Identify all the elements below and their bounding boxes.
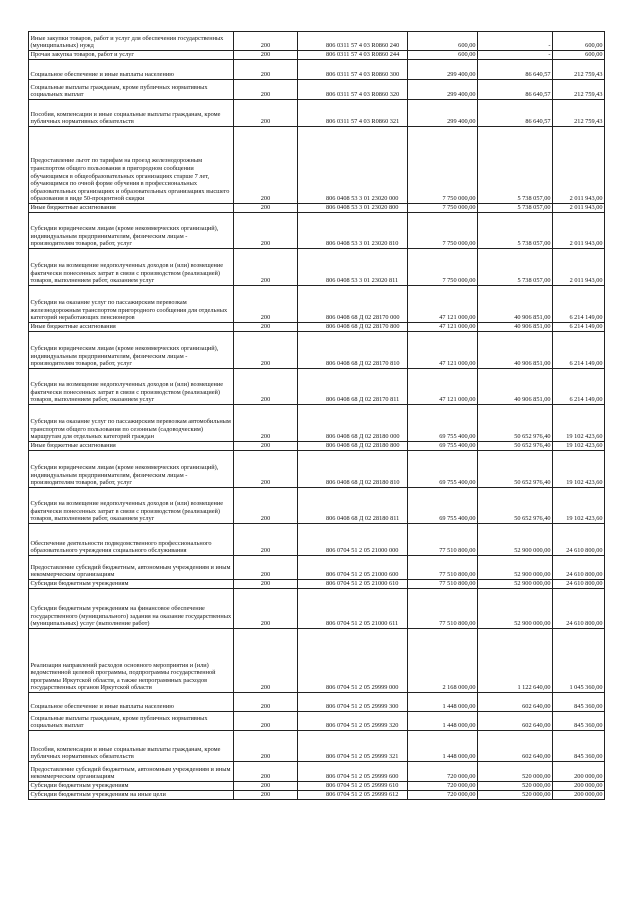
row-name-cell: Субсидии юридическим лицам (кроме некоммерческих организаций), индивидуальным предпринимателям, физическим лицам - производителям товаров, работ, услуг [29, 332, 234, 369]
row-fact-cell: 40 906 851,00 [478, 332, 553, 369]
row-name-cell: Социальное обеспечение и иные выплаты населению [29, 60, 234, 80]
table-row [29, 556, 605, 580]
row-code-cell: 200 [234, 762, 298, 782]
row-rest-cell: 600,00 [553, 51, 605, 60]
row-rest-cell: 600,00 [553, 32, 605, 51]
row-plan-cell: 720 000,00 [408, 782, 478, 791]
row-kbk-cell: 806 0408 68 Д 02 28180 800 [298, 442, 408, 451]
row-fact-cell: 520 000,00 [478, 762, 553, 782]
row-plan-cell: 2 168 000,00 [408, 629, 478, 693]
row-name-cell: Обеспечение деятельности подведомственного профессионального образовательного учреждения социального обслуживания [29, 524, 234, 556]
row-plan-cell: 1 448 000,00 [408, 712, 478, 731]
row-kbk-cell: 806 0704 51 2 05 29999 000 [298, 629, 408, 693]
table-row [29, 524, 605, 556]
row-name-cell: Субсидии юридическим лицам (кроме некоммерческих организаций), индивидуальным предпринимателям, физическим лицам - производителям товаров, работ, услуг [29, 451, 234, 488]
row-code-cell: 200 [234, 451, 298, 488]
row-code-cell: 200 [234, 127, 298, 204]
table-row [29, 51, 605, 60]
table-row [29, 127, 605, 204]
row-code-cell: 200 [234, 100, 298, 127]
row-fact-cell: 50 652 976,40 [478, 405, 553, 442]
row-kbk-cell: 806 0704 51 2 05 29999 612 [298, 791, 408, 800]
row-name-cell: Иные закупки товаров, работ и услуг для обеспечения государственных (муниципальных) нужд [29, 32, 234, 51]
row-rest-cell: 19 102 423,60 [553, 442, 605, 451]
row-fact-cell: 5 738 057,00 [478, 249, 553, 286]
row-code-cell: 200 [234, 782, 298, 791]
row-kbk-cell: 806 0311 57 4 03 R0860 320 [298, 80, 408, 100]
row-fact-cell: 50 652 976,40 [478, 488, 553, 524]
row-kbk-cell: 806 0408 53 3 01 23020 810 [298, 213, 408, 249]
row-plan-cell: 299 400,00 [408, 100, 478, 127]
row-kbk-cell: 806 0408 68 Д 02 28180 000 [298, 405, 408, 442]
row-plan-cell: 69 755 400,00 [408, 442, 478, 451]
row-kbk-cell: 806 0704 51 2 05 29999 600 [298, 762, 408, 782]
table-row [29, 782, 605, 791]
row-name-cell: Субсидии на возмещение недополученных доходов и (или) возмещение фактически понесенных затрат в связи с производством (реализацией) товаров, выполнением работ, оказанием услуг [29, 249, 234, 286]
row-fact-cell: 52 900 000,00 [478, 524, 553, 556]
row-plan-cell: 77 510 800,00 [408, 524, 478, 556]
row-name-cell: Субсидии бюджетным учреждениям [29, 580, 234, 589]
table-row [29, 286, 605, 323]
row-fact-cell: - [478, 51, 553, 60]
row-name-cell: Пособия, компенсации и иные социальные выплаты гражданам, кроме публичных нормативных обязательств [29, 100, 234, 127]
row-fact-cell: 52 900 000,00 [478, 556, 553, 580]
row-code-cell: 200 [234, 405, 298, 442]
row-rest-cell: 6 214 149,00 [553, 286, 605, 323]
row-fact-cell: 86 640,57 [478, 60, 553, 80]
row-code-cell: 200 [234, 60, 298, 80]
row-code-cell: 200 [234, 80, 298, 100]
row-code-cell: 200 [234, 323, 298, 332]
row-plan-cell: 720 000,00 [408, 762, 478, 782]
row-fact-cell: 5 738 057,00 [478, 127, 553, 204]
row-plan-cell: 47 121 000,00 [408, 369, 478, 405]
row-plan-cell: 600,00 [408, 32, 478, 51]
table-row [29, 323, 605, 332]
row-code-cell: 200 [234, 580, 298, 589]
table-row [29, 791, 605, 800]
row-fact-cell: 50 652 976,40 [478, 442, 553, 451]
row-plan-cell: 77 510 800,00 [408, 556, 478, 580]
row-plan-cell: 1 448 000,00 [408, 693, 478, 712]
row-rest-cell: 24 610 800,00 [553, 524, 605, 556]
row-rest-cell: 24 610 800,00 [553, 589, 605, 629]
row-rest-cell: 845 360,00 [553, 712, 605, 731]
row-rest-cell: 2 011 943,00 [553, 249, 605, 286]
row-fact-cell: 40 906 851,00 [478, 286, 553, 323]
row-code-cell: 200 [234, 204, 298, 213]
row-name-cell: Предоставление субсидий бюджетным, автономным учреждениям и иным некоммерческим организациям [29, 762, 234, 782]
row-plan-cell: 720 000,00 [408, 791, 478, 800]
row-code-cell: 200 [234, 589, 298, 629]
row-name-cell: Субсидии бюджетным учреждениям [29, 782, 234, 791]
row-plan-cell: 69 755 400,00 [408, 488, 478, 524]
row-code-cell: 200 [234, 213, 298, 249]
row-code-cell: 200 [234, 369, 298, 405]
row-rest-cell: 19 102 423,60 [553, 488, 605, 524]
row-fact-cell: 86 640,57 [478, 80, 553, 100]
row-name-cell: Иные бюджетные ассигнования [29, 442, 234, 451]
row-name-cell: Пособия, компенсации и иные социальные выплаты гражданам, кроме публичных нормативных обязательств [29, 731, 234, 762]
row-rest-cell: 6 214 149,00 [553, 323, 605, 332]
row-plan-cell: 47 121 000,00 [408, 323, 478, 332]
row-fact-cell: 52 900 000,00 [478, 580, 553, 589]
row-plan-cell: 1 448 000,00 [408, 731, 478, 762]
row-plan-cell: 600,00 [408, 51, 478, 60]
row-code-cell: 200 [234, 791, 298, 800]
row-plan-cell: 69 755 400,00 [408, 451, 478, 488]
row-code-cell: 200 [234, 286, 298, 323]
row-code-cell: 200 [234, 731, 298, 762]
table-row [29, 80, 605, 100]
row-rest-cell: 212 759,43 [553, 100, 605, 127]
row-name-cell: Предоставление субсидий бюджетным, автономным учреждениям и иным некоммерческим организациям [29, 556, 234, 580]
row-plan-cell: 47 121 000,00 [408, 286, 478, 323]
row-kbk-cell: 806 0408 68 Д 02 28180 810 [298, 451, 408, 488]
row-kbk-cell: 806 0704 51 2 05 21000 610 [298, 580, 408, 589]
table-row [29, 405, 605, 442]
row-kbk-cell: 806 0408 68 Д 02 28170 000 [298, 286, 408, 323]
row-kbk-cell: 806 0408 53 3 01 23020 800 [298, 204, 408, 213]
row-rest-cell: 19 102 423,60 [553, 405, 605, 442]
row-rest-cell: 2 011 943,00 [553, 204, 605, 213]
row-kbk-cell: 806 0311 57 4 03 R0860 240 [298, 32, 408, 51]
row-fact-cell: 50 652 976,40 [478, 451, 553, 488]
budget-table-body [29, 32, 605, 800]
row-name-cell: Субсидии на возмещение недополученных доходов и (или) возмещение фактически понесенных затрат в связи с производством (реализацией) товаров, выполнением работ, оказанием услуг [29, 369, 234, 405]
table-row [29, 204, 605, 213]
row-code-cell: 200 [234, 629, 298, 693]
row-rest-cell: 24 610 800,00 [553, 580, 605, 589]
row-plan-cell: 7 750 000,00 [408, 249, 478, 286]
row-kbk-cell: 806 0704 51 2 05 29999 321 [298, 731, 408, 762]
table-row [29, 629, 605, 693]
table-row [29, 442, 605, 451]
row-fact-cell: 602 640,00 [478, 731, 553, 762]
row-code-cell: 200 [234, 693, 298, 712]
row-name-cell: Субсидии бюджетным учреждениям на иные цели [29, 791, 234, 800]
row-name-cell: Субсидии бюджетным учреждениям на финансовое обеспечение государственного (муниципального) задания на оказание государственных (муниципальных) услуг (выполнение работ) [29, 589, 234, 629]
row-fact-cell: 602 640,00 [478, 693, 553, 712]
row-kbk-cell: 806 0704 51 2 05 21000 600 [298, 556, 408, 580]
row-code-cell: 200 [234, 332, 298, 369]
row-rest-cell: 200 000,00 [553, 791, 605, 800]
row-fact-cell: - [478, 32, 553, 51]
row-kbk-cell: 806 0311 57 4 03 R0860 321 [298, 100, 408, 127]
row-kbk-cell: 806 0704 51 2 05 21000 611 [298, 589, 408, 629]
table-row [29, 369, 605, 405]
row-plan-cell: 299 400,00 [408, 80, 478, 100]
row-plan-cell: 7 750 000,00 [408, 127, 478, 204]
row-rest-cell: 212 759,43 [553, 80, 605, 100]
row-kbk-cell: 806 0408 68 Д 02 28180 811 [298, 488, 408, 524]
row-name-cell: Реализация направлений расходов основного мероприятия и (или) ведомственной целевой программы, подпрограммы государственной программы Иркутской области, а также непрограммных расходов государственных органов Иркутской области [29, 629, 234, 693]
row-fact-cell: 520 000,00 [478, 782, 553, 791]
row-rest-cell: 2 011 943,00 [553, 213, 605, 249]
row-code-cell: 200 [234, 51, 298, 60]
row-rest-cell: 200 000,00 [553, 782, 605, 791]
row-kbk-cell: 806 0408 68 Д 02 28170 800 [298, 323, 408, 332]
row-code-cell: 200 [234, 442, 298, 451]
row-fact-cell: 52 900 000,00 [478, 589, 553, 629]
table-row [29, 32, 605, 51]
row-rest-cell: 19 102 423,60 [553, 451, 605, 488]
row-kbk-cell: 806 0704 51 2 05 29999 300 [298, 693, 408, 712]
table-row [29, 100, 605, 127]
row-plan-cell: 47 121 000,00 [408, 332, 478, 369]
row-name-cell: Субсидии на возмещение недополученных доходов и (или) возмещение фактически понесенных затрат в связи с производством (реализацией) товаров, выполнением работ, оказанием услуг [29, 488, 234, 524]
table-row [29, 693, 605, 712]
budget-execution-page [28, 31, 604, 800]
row-fact-cell: 520 000,00 [478, 791, 553, 800]
row-name-cell: Социальные выплаты гражданам, кроме публичных нормативных социальных выплат [29, 80, 234, 100]
row-fact-cell: 1 122 640,00 [478, 629, 553, 693]
table-row [29, 712, 605, 731]
table-row [29, 731, 605, 762]
row-plan-cell: 77 510 800,00 [408, 589, 478, 629]
row-kbk-cell: 806 0408 68 Д 02 28170 811 [298, 369, 408, 405]
row-kbk-cell: 806 0408 68 Д 02 28170 810 [298, 332, 408, 369]
row-name-cell: Иные бюджетные ассигнования [29, 323, 234, 332]
row-fact-cell: 5 738 057,00 [478, 204, 553, 213]
row-code-cell: 200 [234, 32, 298, 51]
row-plan-cell: 69 755 400,00 [408, 405, 478, 442]
row-kbk-cell: 806 0704 51 2 05 29999 610 [298, 782, 408, 791]
row-fact-cell: 5 738 057,00 [478, 213, 553, 249]
row-plan-cell: 77 510 800,00 [408, 580, 478, 589]
row-name-cell: Прочая закупка товаров, работ и услуг [29, 51, 234, 60]
table-row [29, 580, 605, 589]
budget-table [28, 31, 605, 800]
row-fact-cell: 40 906 851,00 [478, 323, 553, 332]
row-rest-cell: 200 000,00 [553, 762, 605, 782]
table-row [29, 213, 605, 249]
row-plan-cell: 299 400,00 [408, 60, 478, 80]
row-kbk-cell: 806 0408 53 3 01 23020 000 [298, 127, 408, 204]
row-rest-cell: 6 214 149,00 [553, 369, 605, 405]
row-plan-cell: 7 750 000,00 [408, 204, 478, 213]
row-code-cell: 200 [234, 488, 298, 524]
row-fact-cell: 40 906 851,00 [478, 369, 553, 405]
table-row [29, 451, 605, 488]
row-rest-cell: 212 759,43 [553, 60, 605, 80]
row-rest-cell: 2 011 943,00 [553, 127, 605, 204]
row-name-cell: Иные бюджетные ассигнования [29, 204, 234, 213]
row-name-cell: Субсидии на оказание услуг по пассажирским перевозкам автомобильным транспортом общего пользования по сезонным (садоводческим) маршрутам для отдельных категорий граждан [29, 405, 234, 442]
row-kbk-cell: 806 0311 57 4 03 R0860 244 [298, 51, 408, 60]
row-name-cell: Предоставление льгот по тарифам на проезд железнодорожным транспортом общего пользования в пригородном сообщении обучающимся в общеобразовательных организациях старше 7 лет, обучающимся по очной форме обучения в профессиональных образовательных организациях и образовательных организациях высшего образования в виде 50-процентной скидки [29, 127, 234, 204]
row-rest-cell: 6 214 149,00 [553, 332, 605, 369]
row-code-cell: 200 [234, 556, 298, 580]
row-name-cell: Социальное обеспечение и иные выплаты населению [29, 693, 234, 712]
row-name-cell: Социальные выплаты гражданам, кроме публичных нормативных социальных выплат [29, 712, 234, 731]
table-row [29, 60, 605, 80]
row-kbk-cell: 806 0704 51 2 05 29999 320 [298, 712, 408, 731]
row-rest-cell: 845 360,00 [553, 693, 605, 712]
row-rest-cell: 1 045 360,00 [553, 629, 605, 693]
row-name-cell: Субсидии на оказание услуг по пассажирским перевозкам железнодорожным транспортом пригородного сообщения для отдельных категорий неработающих пенсионеров [29, 286, 234, 323]
row-kbk-cell: 806 0408 53 3 01 23020 811 [298, 249, 408, 286]
row-name-cell: Субсидии юридическим лицам (кроме некоммерческих организаций), индивидуальным предпринимателям, физическим лицам - производителям товаров, работ, услуг [29, 213, 234, 249]
table-row [29, 249, 605, 286]
row-code-cell: 200 [234, 249, 298, 286]
table-row [29, 332, 605, 369]
row-rest-cell: 24 610 800,00 [553, 556, 605, 580]
row-fact-cell: 86 640,57 [478, 100, 553, 127]
row-kbk-cell: 806 0704 51 2 05 21000 000 [298, 524, 408, 556]
row-kbk-cell: 806 0311 57 4 03 R0860 300 [298, 60, 408, 80]
row-code-cell: 200 [234, 712, 298, 731]
row-code-cell: 200 [234, 524, 298, 556]
table-row [29, 762, 605, 782]
row-plan-cell: 7 750 000,00 [408, 213, 478, 249]
table-row [29, 488, 605, 524]
table-row [29, 589, 605, 629]
row-rest-cell: 845 360,00 [553, 731, 605, 762]
row-fact-cell: 602 640,00 [478, 712, 553, 731]
